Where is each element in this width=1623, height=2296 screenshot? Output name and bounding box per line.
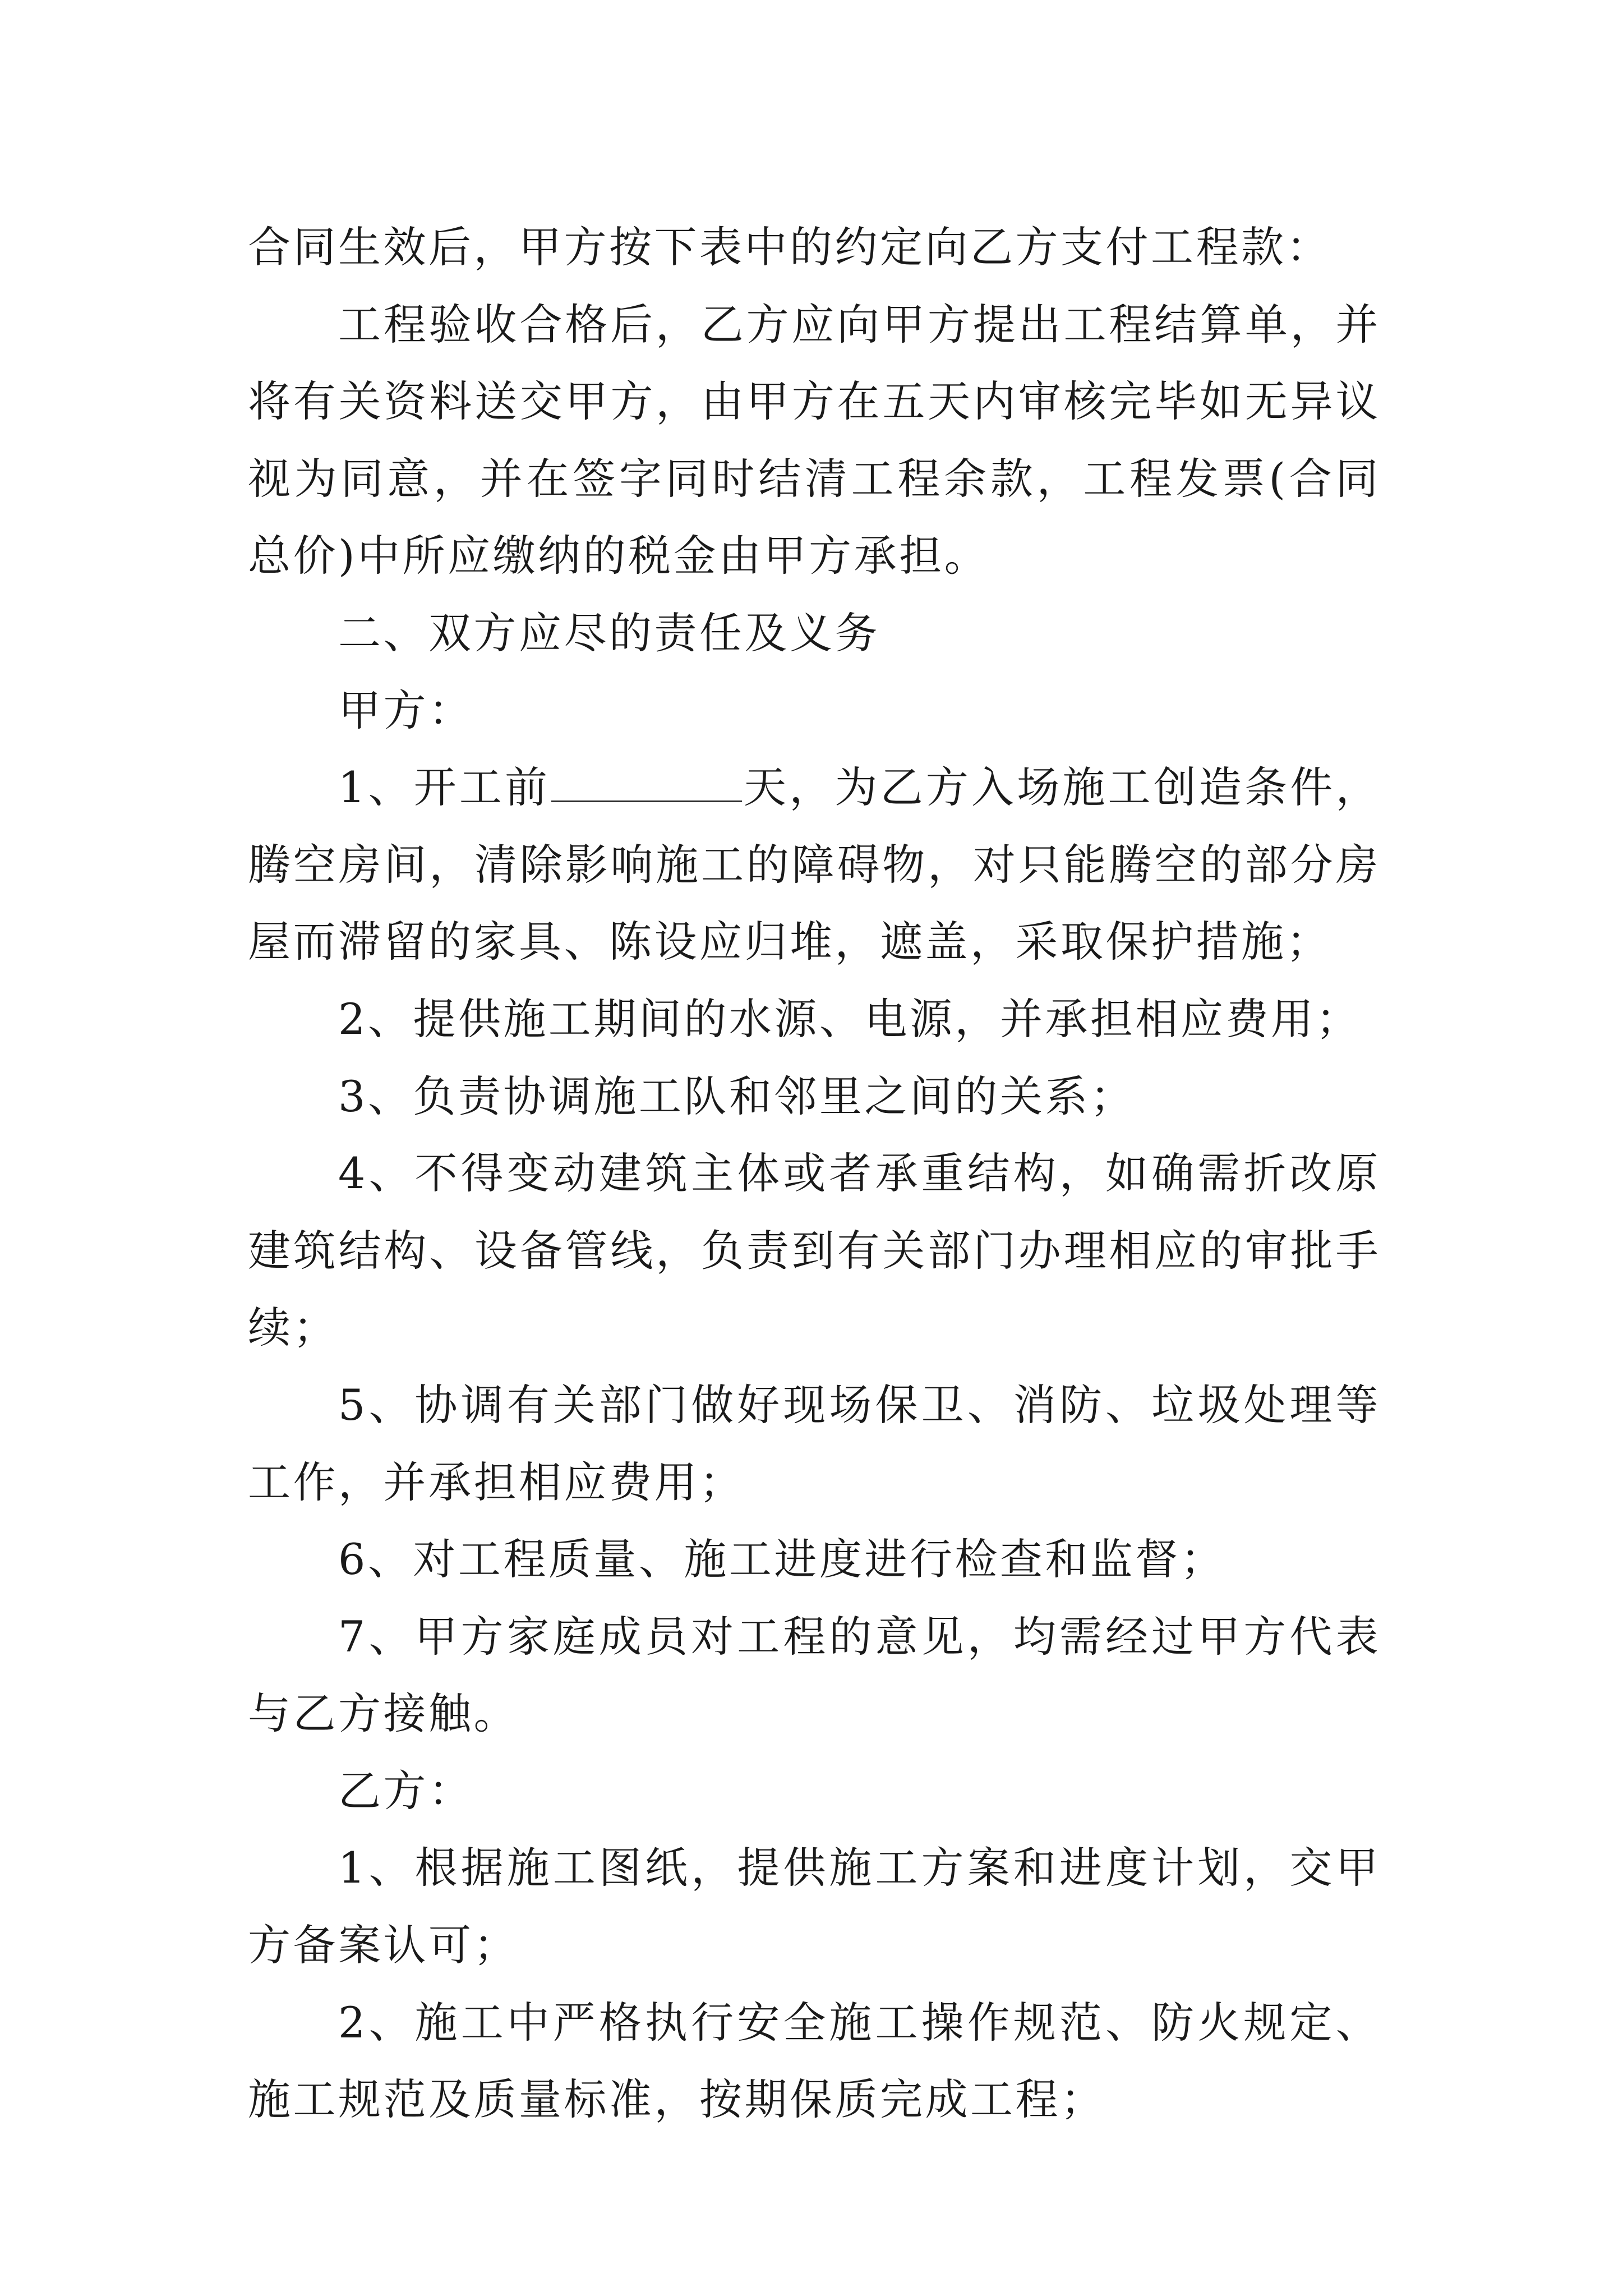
party-b-item-2: 2、施工中严格执行安全施工操作规范、防火规定、施工规范及质量标准，按期保质完成工程； xyxy=(248,1997,1381,2125)
party-a-item-5: 5、协调有关部门做好现场保卫、消防、垃圾处理等工作，并承担相应费用； xyxy=(248,1379,1381,1507)
party-b-item-1: 1、根据施工图纸，提供施工方案和进度计划，交甲方备案认可； xyxy=(248,1843,1381,1971)
party-a-item-7: 7、甲方家庭成员对工程的意见，均需经过甲方代表与乙方接触。 xyxy=(248,1611,1381,1739)
party-a-item-1-lead: 1、开工前 xyxy=(338,762,551,813)
party-a-item-1-rest: 天，为乙方入场施工创造条件，腾空房间，清除影响施工的障碍物，对只能腾空的部分房屋而滞留的家具、陈设应归堆，遮盖，采取保护措施； xyxy=(248,762,1381,967)
party-a-item-3: 3、负责协调施工队和邻里之间的关系； xyxy=(338,1071,1136,1121)
paragraph-settlement: 工程验收合格后，乙方应向甲方提出工程结算单，并将有关资料送交甲方，由甲方在五天内审核完毕如无异议视为同意，并在签字同时结清工程余款，工程发票(合同总价)中所应缴纳的税金由甲方承担。 xyxy=(248,299,1381,581)
party-a-item-6: 6、对工程质量、施工进度进行检查和监督； xyxy=(338,1534,1226,1585)
fill-in-blank-days xyxy=(551,800,742,802)
paragraph-payment-terms: 合同生效后，甲方按下表中的约定向乙方支付工程款： xyxy=(248,222,1331,272)
party-a-item-2: 2、提供施工期间的水源、电源，并承担相应费用； xyxy=(338,993,1361,1044)
party-b-heading: 乙方： xyxy=(338,1765,474,1816)
section-heading-responsibilities: 二、双方应尽的责任及义务 xyxy=(338,608,880,658)
party-a-item-1 xyxy=(248,749,1381,981)
party-a-heading: 甲方： xyxy=(338,685,474,735)
party-a-item-4: 4、不得变动建筑主体或者承重结构，如确需折改原建筑结构、设备管线，负责到有关部门办理相应的审批手续； xyxy=(248,1148,1381,1353)
document-body xyxy=(248,209,1381,2138)
